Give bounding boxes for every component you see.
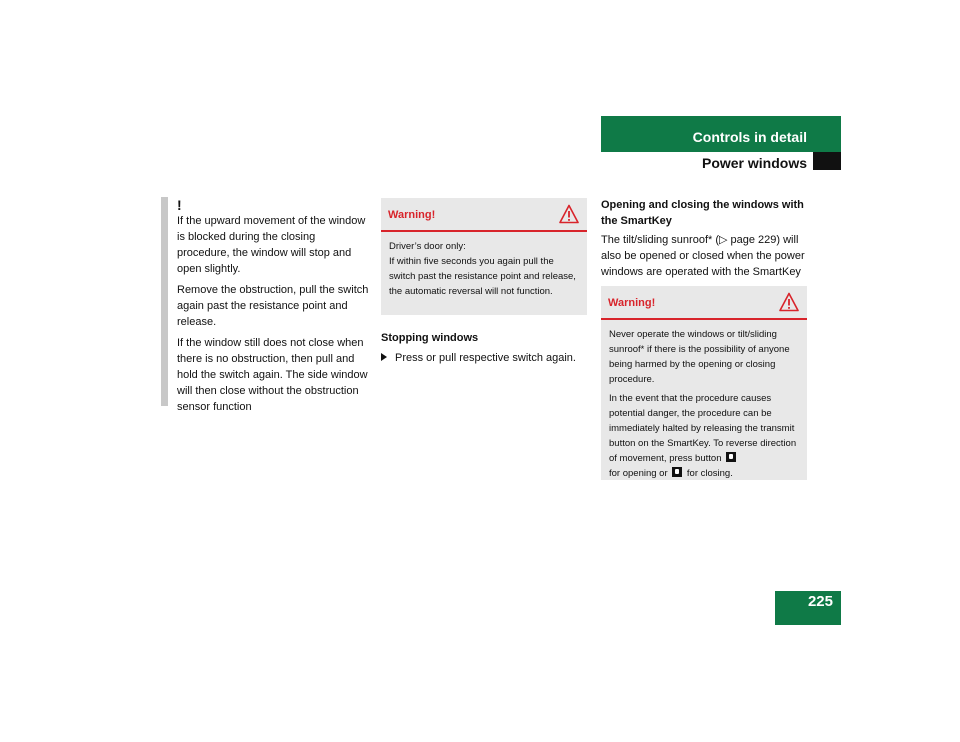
- warning-header: [601, 286, 807, 320]
- lock-button-icon: [672, 467, 682, 477]
- warning-triangle-icon: [559, 204, 579, 224]
- page-number: 225: [807, 593, 833, 610]
- stopping-windows-heading: Stopping windows: [381, 332, 479, 344]
- bullet-arrow-icon: [381, 353, 387, 361]
- warning-body: [381, 232, 587, 305]
- warning-header: [381, 198, 587, 232]
- warning-label: Warning!: [608, 297, 656, 309]
- smartkey-paragraph: The tilt/sliding sunroof* (▷ page 229) will also be opened or closed when the power windows are operated with the SmartKey: [601, 234, 805, 278]
- stopping-windows-step: [381, 350, 591, 366]
- warning-text: for closing.: [686, 468, 733, 479]
- warning-triangle-icon: [779, 292, 799, 312]
- warning-box-smartkey: [601, 286, 807, 480]
- section-marker: [813, 152, 841, 170]
- warning-label: Warning!: [388, 209, 436, 221]
- warning-paragraph: [609, 391, 799, 481]
- warning-text: In the event that the procedure causes potential danger, the procedure can be immediately halted by releasing the transmit button on the SmartKey. To reverse direction of movement, press button: [609, 393, 797, 464]
- step-text: Press or pull respective switch again.: [395, 352, 576, 364]
- warning-body: [601, 320, 807, 491]
- note-paragraph: If the upward movement of the window is blocked during the closing procedure, the window will stop and open slightly.: [177, 215, 366, 275]
- note-paragraph: If the window still does not close when there is no obstruction, then pull and hold the switch again. The side window will then close without the obstruction sensor function: [177, 337, 368, 413]
- chapter-title: Controls in detail: [692, 129, 807, 145]
- warning-line: Driver’s door only:: [389, 241, 466, 252]
- warning-box-drivers-door: [381, 198, 587, 315]
- smartkey-heading: Opening and closing the windows with the SmartKey: [601, 199, 804, 227]
- note-exclamation-icon: !: [177, 197, 182, 213]
- note-side-bar: [161, 197, 168, 406]
- section-title: Power windows: [701, 155, 807, 171]
- warning-text: for opening or: [609, 468, 668, 479]
- warning-paragraph: Never operate the windows or tilt/sliding sunroof* if there is the possibility of anyone being harmed by the opening or closing procedure.: [609, 329, 790, 385]
- note-paragraph: Remove the obstruction, pull the switch again past the resistance point and release.: [177, 284, 369, 328]
- unlock-button-icon: [726, 452, 736, 462]
- warning-line: If within five seconds you again pull the switch past the resistance point and release, the automatic reversal will not function.: [389, 256, 576, 297]
- note-box: [177, 197, 369, 420]
